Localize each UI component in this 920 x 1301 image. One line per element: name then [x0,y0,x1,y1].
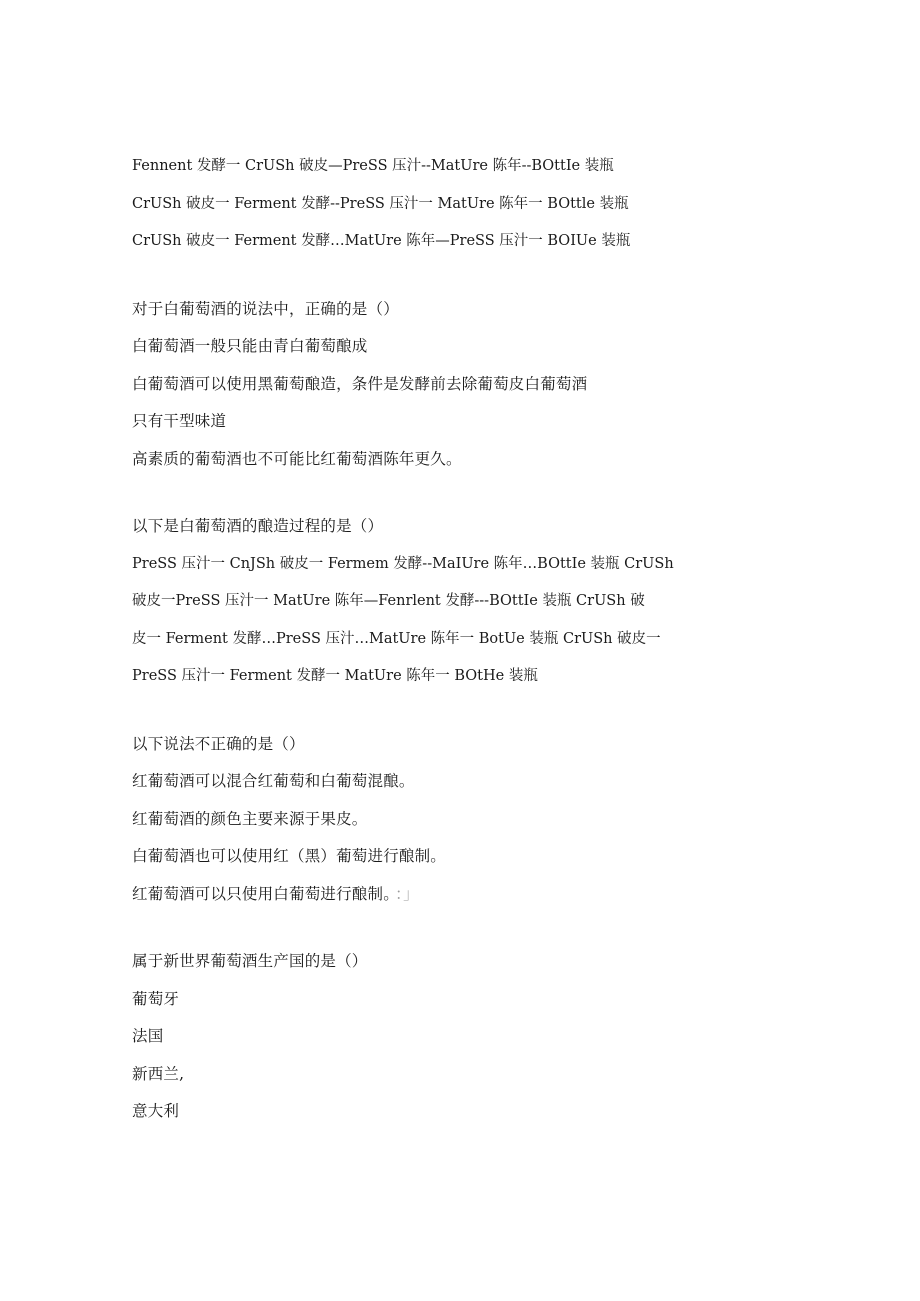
text-line: 高素质的葡萄酒也不可能比红葡萄酒陈年更久。 [132,449,462,468]
text-line: 葡萄牙 [132,989,180,1008]
text-line: PreSS 压汁一 CnJSh 破皮一 Fermem 发酵--MaIUre 陈年…BOttIe 装瓶 CrUSh [132,555,674,572]
text-line: 红葡萄酒可以只使用白葡萄进行酿制。 [132,884,392,903]
question-text: 以下说法不正确的是（） [132,734,305,753]
new-world-producer-question [132,943,652,1131]
document-page [132,148,674,1131]
wine-process-options-block [132,148,652,261]
text-line: 只有干型味道 [132,412,227,430]
white-wine-process-question [132,508,674,696]
text-line: 红葡萄酒可以混合红葡萄和白葡萄混酿。 [132,772,415,790]
text-line: 白葡萄酒可以使用黑葡萄酿造，条件是发酵前去除葡萄皮白葡萄酒 [132,374,588,393]
question-text: 对于白葡萄酒的说法中，正确的是（） [132,299,399,318]
white-wine-statement-question [132,291,652,479]
question-text: 以下是白葡萄酒的酿造过程的是（） [132,517,384,535]
text-line: 红葡萄酒的颜色主要来源于果皮。 [132,809,368,828]
text-line-with-mark [132,876,652,914]
text-line: 白葡萄酒也可以使用红（黑）葡萄进行酿制。 [132,847,447,865]
text-line: 意大利 [132,1102,180,1120]
text-line: 白葡萄酒一般只能由青白葡萄酿成 [132,337,368,355]
trailing-mark: ：」 [395,884,419,903]
text-line: CrUSh 破皮一 Ferment 发酵--PreSS 压汁一 MatUre 陈年一 BOttle 装瓶 [132,195,629,212]
text-line: 法国 [132,1027,164,1045]
text-line: CrUSh 破皮一 Ferment 发酵…MatUre 陈年—PreSS 压汁一 BOIUe 装瓶 [132,233,631,249]
incorrect-statement-question [132,726,652,914]
text-line: 新西兰, [132,1064,185,1083]
question-text: 属于新世界葡萄酒生产国的是（） [132,952,368,970]
text-line: 皮一 Ferment 发酵…PreSS 压汁…MatUre 陈年一 BotUe 装瓶 CrUSh 破皮一 [132,630,661,647]
text-line: PreSS 压汁一 Ferment 发酵一 MatUre 陈年一 BOtHe 装瓶 [132,668,538,684]
text-line: Fennent 发酵一 CrUSh 破皮—PreSS 压汁--MatUre 陈年--BOttIe 装瓶 [132,158,614,174]
text-line: 破皮一PreSS 压汁一 MatUre 陈年—Fenrlent 发酵---BOttIe 装瓶 CrUSh 破 [132,593,645,609]
